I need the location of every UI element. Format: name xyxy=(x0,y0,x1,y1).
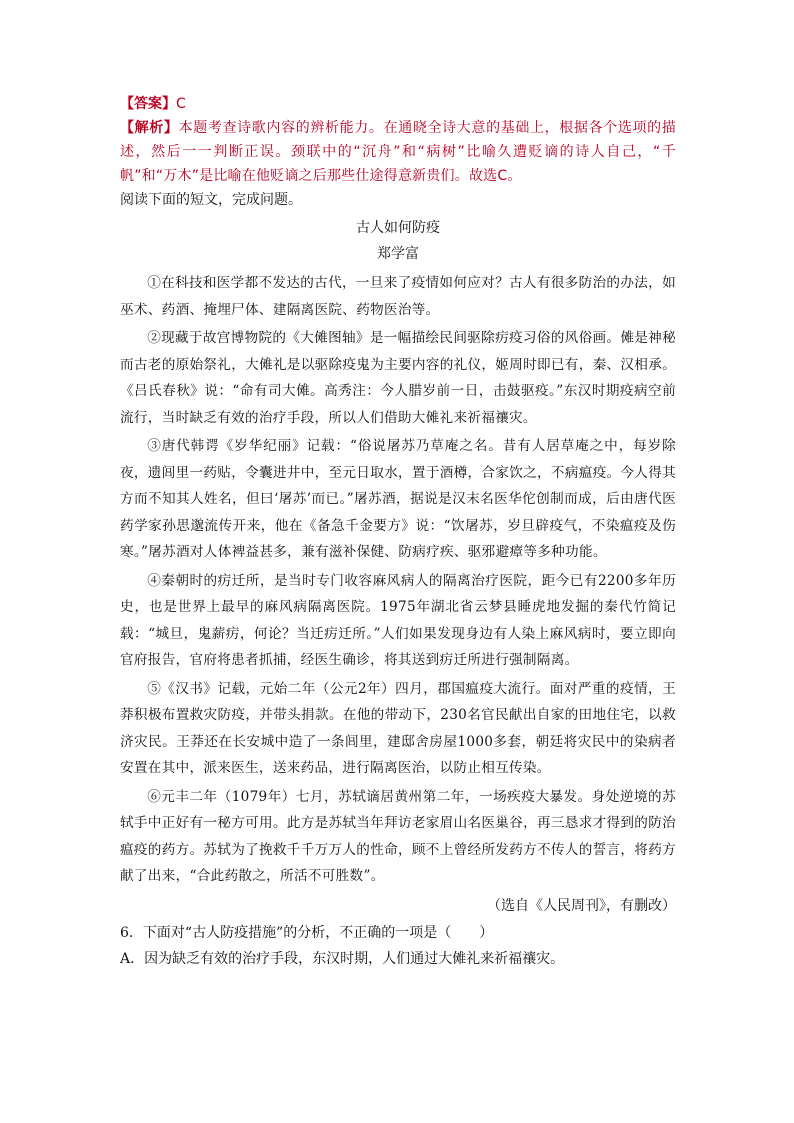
analysis-block xyxy=(120,116,676,188)
article-paragraph-2: ②现藏于故宫博物院的《大傩图轴》是一幅描绘民间驱除疠疫习俗的风俗画。傩是神秘而古老的原始祭礼，大傩礼是以驱除疫鬼为主要内容的礼仪，姬周时即已有，秦、汉相承。《吕氏春秋》说：“命有司大傩。高秀注：今人腊岁前一日，击鼓驱疫。”东汉时期疫病空前流行，当时缺乏有效的治疗手段，所以人们借助大傩礼来祈福禳灾。 xyxy=(120,330,676,426)
article-paragraph-4: ④秦朝时的疠迁所，是当时专门收容麻风病人的隔离治疗医院，距今已有2200多年历史，也是世界上最早的麻风病隔离医院。1975年湖北省云梦县睡虎地发掘的秦代竹简记载：“城旦，鬼薪疠，何论？当迁疠迁所。”人们如果发现身边有人染上麻风病时，要立即向官府报告，官府将患者抓捕，经医生确诊，将其送到疠迁所进行强制隔离。 xyxy=(120,572,676,668)
article-source: （选自《人民周刊》，有删改） xyxy=(487,897,676,914)
article-paragraph-3: ③唐代韩谔《岁华纪丽》记载：“俗说屠苏乃草庵之名。昔有人居草庵之中，每岁除夜，遗闾里一药贴，令囊进井中，至元日取水，置于酒樽，合家饮之，不病瘟疫。今人得其方而不知其人姓名，但曰‘屠苏’而已。”屠苏酒，据说是汉末名医华佗创制而成，后由唐代医药学家孙思邈流传开来，他在《备急千金要方》说：“饮屠苏，岁旦辟疫气，不染瘟疫及伤寒。”屠苏酒对人体裨益甚多，兼有滋补保健、防病疗疾、驱邪避瘴等多种功能。 xyxy=(120,438,676,560)
question-stem: 6．下面对“古人防疫措施”的分析，不正确的一项是（ ） xyxy=(120,924,494,941)
question-option-a: A．因为缺乏有效的治疗手段，东汉时期，人们通过大傩礼来祈福禳灾。 xyxy=(120,950,565,967)
answer-line xyxy=(120,92,676,116)
analysis-label: 【解析】 xyxy=(120,120,179,136)
reading-instruction: 阅读下面的短文，完成问题。 xyxy=(120,192,302,208)
article-author: 郑学富 xyxy=(377,246,419,262)
article-paragraph-5: ⑤《汉书》记载，元始二年（公元2年）四月，郡国瘟疫大流行。面对严重的疫情，王莽积极布置救灾防疫，并带头捐款。在他的带动下，230名官民献出自家的田地住宅，以救济灾民。王莽还在长安城中造了一条闾里，建邸舍房屋1000多套，朝廷将灾民中的染病者安置在其中，派来医生，送来药品，进行隔离医治，以防止相互传染。 xyxy=(120,680,676,776)
article-paragraph-6: ⑥元丰二年（1079年）七月，苏轼谪居黄州第二年，一场疾疫大暴发。身处逆境的苏轼手中正好有一秘方可用。此方是苏轼当年拜访老家眉山名医巢谷，再三恳求才得到的防治瘟疫的药方。苏轼为了挽救千千万万人的性命，顾不上曾经所发药方不传人的誓言，将药方献了出来，“合此药散之，所活不可胜数”。 xyxy=(120,788,676,884)
article-title: 古人如何防疫 xyxy=(356,220,440,236)
page-content xyxy=(120,92,676,972)
article-paragraph-1: ①在科技和医学都不发达的古代，一旦来了疫情如何应对？古人有很多防治的办法，如巫术、药酒、掩埋尸体、建隔离医院、药物医治等。 xyxy=(120,275,676,318)
answer-value: C xyxy=(176,96,186,112)
analysis-text: 本题考查诗歌内容的辨析能力。在通晓全诗大意的基础上，根据各个选项的描述，然后一一判断正误。颈联中的“沉舟”和“病树”比喻久遭贬谪的诗人自己，“千帆”和“万木”是比喻在他贬谪之后那些仕途得意新贵们。故选C。 xyxy=(120,120,676,184)
answer-label: 【答案】 xyxy=(120,96,176,112)
